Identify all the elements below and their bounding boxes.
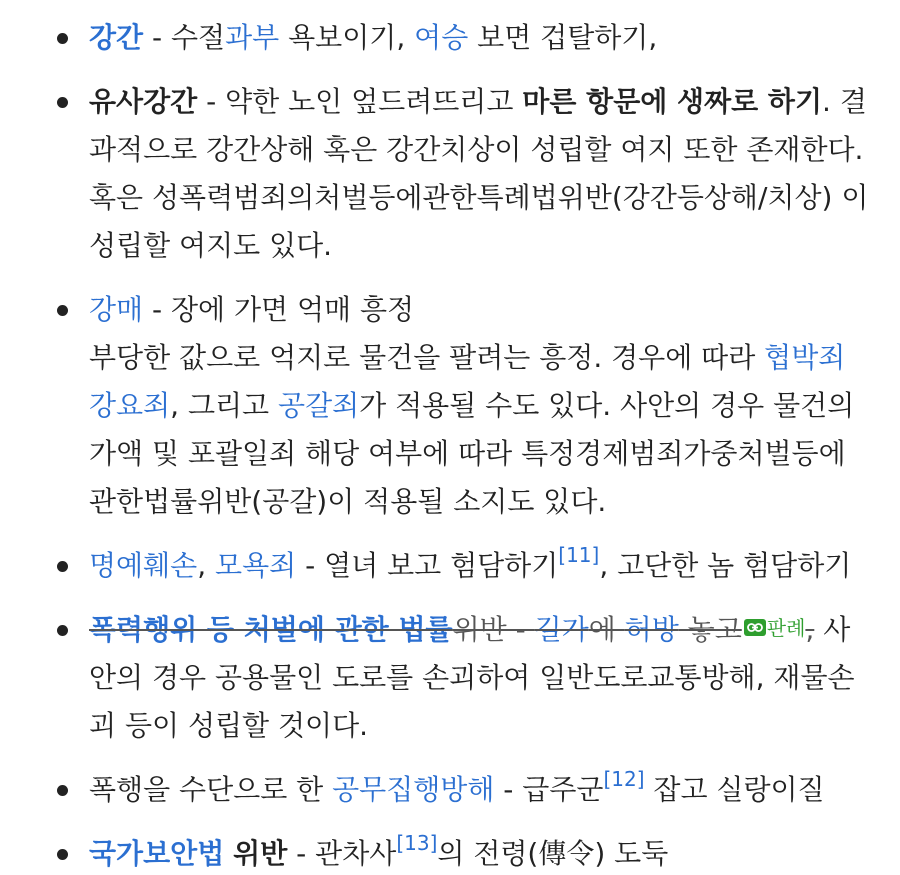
text: 보면 겁탈하기, (468, 21, 658, 54)
precedent-label: 판례 (766, 616, 806, 640)
text: 위반 - (452, 613, 535, 646)
bullet-icon (57, 33, 68, 44)
text: - 열녀 보고 험담하기 (296, 549, 559, 582)
text: , 그리고 (170, 389, 279, 422)
link-extortion[interactable]: 공갈죄 (278, 389, 360, 422)
footnote-13[interactable]: [13] (396, 830, 438, 855)
link-coercion[interactable]: 강요죄 (89, 389, 171, 422)
precedent-badge[interactable] (744, 612, 806, 640)
bullet-icon (57, 97, 68, 108)
link-intimidation[interactable]: 협박죄 (764, 341, 846, 374)
link-national-security-act[interactable]: 국가보안법 (89, 837, 225, 870)
text: 부당한 값으로 억지로 물건을 팔려는 흥정. 경우에 따라 (89, 341, 765, 374)
list-item-coerced-sale (89, 286, 870, 526)
link-defamation[interactable]: 명예훼손 (89, 549, 198, 582)
text: - 약한 노인 엎드려뜨리고 (197, 85, 523, 118)
text: - 수절 (143, 21, 226, 54)
link-pitfall[interactable]: 허방 (624, 613, 679, 646)
link-nun[interactable]: 여승 (414, 21, 469, 54)
struck-comma: , (805, 613, 815, 646)
violation-label: 위반 (233, 837, 288, 870)
link-insult[interactable]: 모욕죄 (215, 549, 297, 582)
link-obstruction[interactable]: 공무집행방해 (332, 773, 495, 806)
list-item-national-security (89, 830, 870, 875)
footnote-11[interactable]: [11] (558, 542, 600, 567)
list-item-violence-act (89, 606, 870, 750)
text: 의 전령(傳令) 도둑 (437, 837, 669, 870)
text: 욕보이기, (279, 21, 415, 54)
list-item-obstruction (89, 766, 870, 814)
term-quasi-rape: 유사강간 (89, 85, 198, 118)
link-rape[interactable]: 강간 (89, 21, 144, 54)
text: 에 (588, 613, 625, 646)
bullet-icon (57, 305, 68, 316)
text: 잡고 실랑이질 (644, 773, 825, 806)
struck-text (89, 613, 742, 646)
bullet-icon (57, 561, 68, 572)
text: 폭행을 수단으로 한 (89, 773, 333, 806)
footnote-12[interactable]: [12] (603, 766, 645, 791)
text: 놓고 (678, 613, 742, 646)
link-violence-act[interactable]: 폭력행위 등 처벌에 관한 법률 (89, 613, 453, 646)
list-item-defamation (89, 542, 870, 590)
list-item-quasi-rape (89, 78, 870, 270)
list-item-rape (89, 14, 870, 62)
bullet-icon (57, 785, 68, 796)
text: - 장에 가면 억매 흥정 (143, 293, 415, 326)
text: , (197, 549, 216, 582)
bullet-icon (57, 849, 68, 860)
text: 가 적용될 수도 있다. 사안의 경우 물건의 가액 및 포괄일죄 해당 여부에 따라 특정경제범죄가중처벌등에관한법률위반(공갈)이 적용될 소지도 있다. (89, 389, 855, 518)
text: , 고단한 놈 험담하기 (599, 549, 852, 582)
emphasis-text: 마른 항문에 생짜로 하기 (522, 85, 823, 118)
text: 사안의 경우 공용물인 도로를 손괴하여 일반도로교통방해, 재물손괴 등이 성립할 것이다. (89, 613, 855, 742)
bullet-icon (57, 625, 68, 636)
text: - 관차사 (287, 837, 397, 870)
link-widow[interactable]: 과부 (225, 21, 280, 54)
text (224, 837, 233, 870)
text: - 급주군 (494, 773, 604, 806)
link-roadside[interactable]: 길가 (534, 613, 589, 646)
link-coerced-sale[interactable]: 강매 (89, 293, 144, 326)
text: . 결과적으로 강간상해 혹은 강간치상이 성립할 여지 또한 존재한다. 혹은 성폭력범죄의처벌등에관한특례법위반(강간등상해/치상) 이 성립할 여지도 있다. (89, 85, 869, 262)
link-icon (744, 619, 766, 636)
